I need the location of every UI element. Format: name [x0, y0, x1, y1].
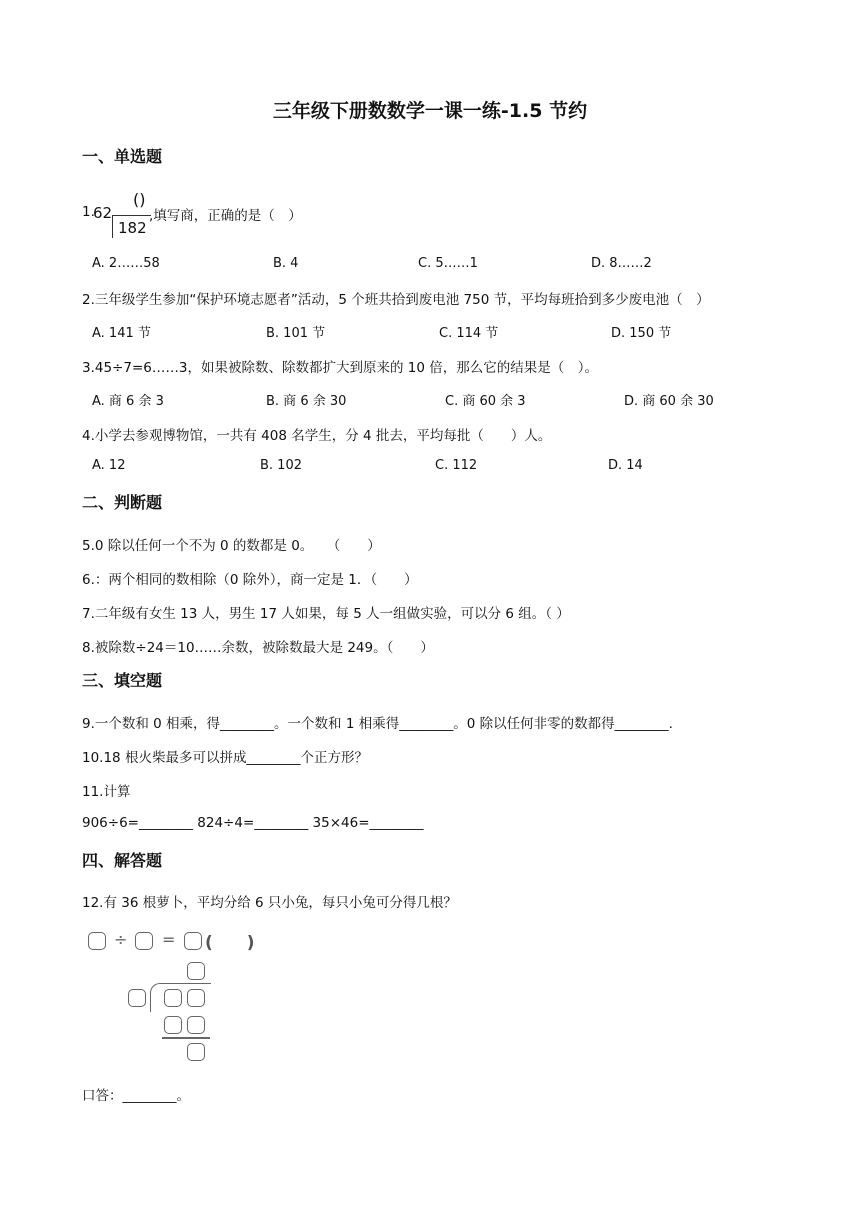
question-1 — [82, 190, 482, 240]
q2-option-d[interactable]: D. 150 节 — [611, 326, 672, 341]
long-division-product-box-1[interactable] — [164, 1016, 182, 1034]
division-diagram — [82, 926, 282, 1068]
question-5: 5.0 除以任何一个不为 0 的数都是 0。 （ ） — [82, 538, 381, 554]
long-division-dividend-box-1[interactable] — [164, 989, 182, 1007]
question-1-number: 1. — [82, 204, 95, 220]
equation-box-divisor[interactable] — [135, 932, 153, 950]
question-1-dividend: 182 — [118, 219, 147, 237]
long-division-rule — [162, 1037, 210, 1039]
question-6: 6.：两个相同的数相除（0 除外），商一定是 1．（ ） — [82, 572, 418, 588]
q4-option-a[interactable]: A. 12 — [92, 458, 126, 473]
q2-option-b[interactable]: B. 101 节 — [266, 326, 326, 341]
question-1-quotient: () — [133, 190, 146, 209]
q3-option-d[interactable]: D. 商 60 余 30 — [624, 394, 714, 409]
section-heading-single-choice: 一、单选题 — [82, 147, 163, 166]
q3-option-a[interactable]: A. 商 6 余 3 — [92, 394, 164, 409]
question-1-divisor: 62 — [93, 204, 113, 222]
q4-option-d[interactable]: D. 14 — [608, 458, 643, 473]
question-4: 4.小学去参观博物馆，一共有 408 名学生，分 4 批去，平均每批（ ）人。 — [82, 428, 552, 444]
q3-option-c[interactable]: C. 商 60 余 3 — [445, 394, 526, 409]
long-division-remainder-box[interactable] — [187, 1043, 205, 1061]
page-title: 三年级下册数数学一课一练-1.5 节约 — [272, 100, 588, 122]
q4-option-b[interactable]: B. 102 — [260, 458, 302, 473]
equals-sign: = — [162, 930, 176, 949]
q1-option-b[interactable]: B. 4 — [273, 256, 299, 271]
unit-parentheses: ( ) — [205, 933, 255, 953]
division-sign: ÷ — [114, 930, 128, 949]
long-division-dividend-box-2[interactable] — [187, 989, 205, 1007]
oral-answer: 口答：________。 — [82, 1088, 190, 1104]
long-division-divisor-box[interactable] — [128, 989, 146, 1007]
q1-option-a[interactable]: A. 2……58 — [92, 256, 160, 271]
q1-option-c[interactable]: C. 5……1 — [418, 256, 478, 271]
question-8: 8.被除数÷24＝10……余数，被除数最大是 249。（ ） — [82, 640, 434, 656]
question-10: 10.18 根火柴最多可以拼成________个正方形？ — [82, 750, 368, 766]
question-11-calculations: 906÷6=________ 824÷4=________ 35×46=________ — [82, 815, 424, 831]
q1-option-d[interactable]: D. 8……2 — [591, 256, 652, 271]
equation-box-dividend[interactable] — [88, 932, 106, 950]
q2-option-c[interactable]: C. 114 节 — [439, 326, 499, 341]
section-heading-solve: 四、解答题 — [82, 851, 163, 870]
question-9: 9.一个数和 0 相乘，得________。一个数和 1 相乘得________。0 除以任何非零的数都得________. — [82, 716, 673, 732]
long-division-quotient-box[interactable] — [187, 962, 205, 980]
equation-box-quotient[interactable] — [184, 932, 202, 950]
q3-option-b[interactable]: B. 商 6 余 30 — [266, 394, 347, 409]
question-1-text: ,填写商，正确的是（ ） — [149, 208, 302, 224]
question-7: 7.二年级有女生 13 人，男生 17 人如果，每 5 人一组做实验，可以分 6 组。（ ） — [82, 606, 570, 622]
question-2: 2.三年级学生参加“保护环境志愿者”活动，5 个班共拾到废电池 750 节，平均每班拾到多少废电池（ ） — [82, 292, 710, 308]
question-12: 12.有 36 根萝卜，平均分给 6 只小兔，每只小兔可分得几根？ — [82, 895, 457, 911]
q2-option-a[interactable]: A. 141 节 — [92, 326, 151, 341]
q4-option-c[interactable]: C. 112 — [435, 458, 478, 473]
question-11-label: 11.计算 — [82, 784, 131, 800]
section-heading-true-false: 二、判断题 — [82, 493, 163, 512]
section-heading-fill-blank: 三、填空题 — [82, 671, 163, 690]
long-division-product-box-2[interactable] — [187, 1016, 205, 1034]
question-3: 3.45÷7=6……3，如果被除数、除数都扩大到原来的 10 倍，那么它的结果是（ ）。 — [82, 360, 598, 376]
